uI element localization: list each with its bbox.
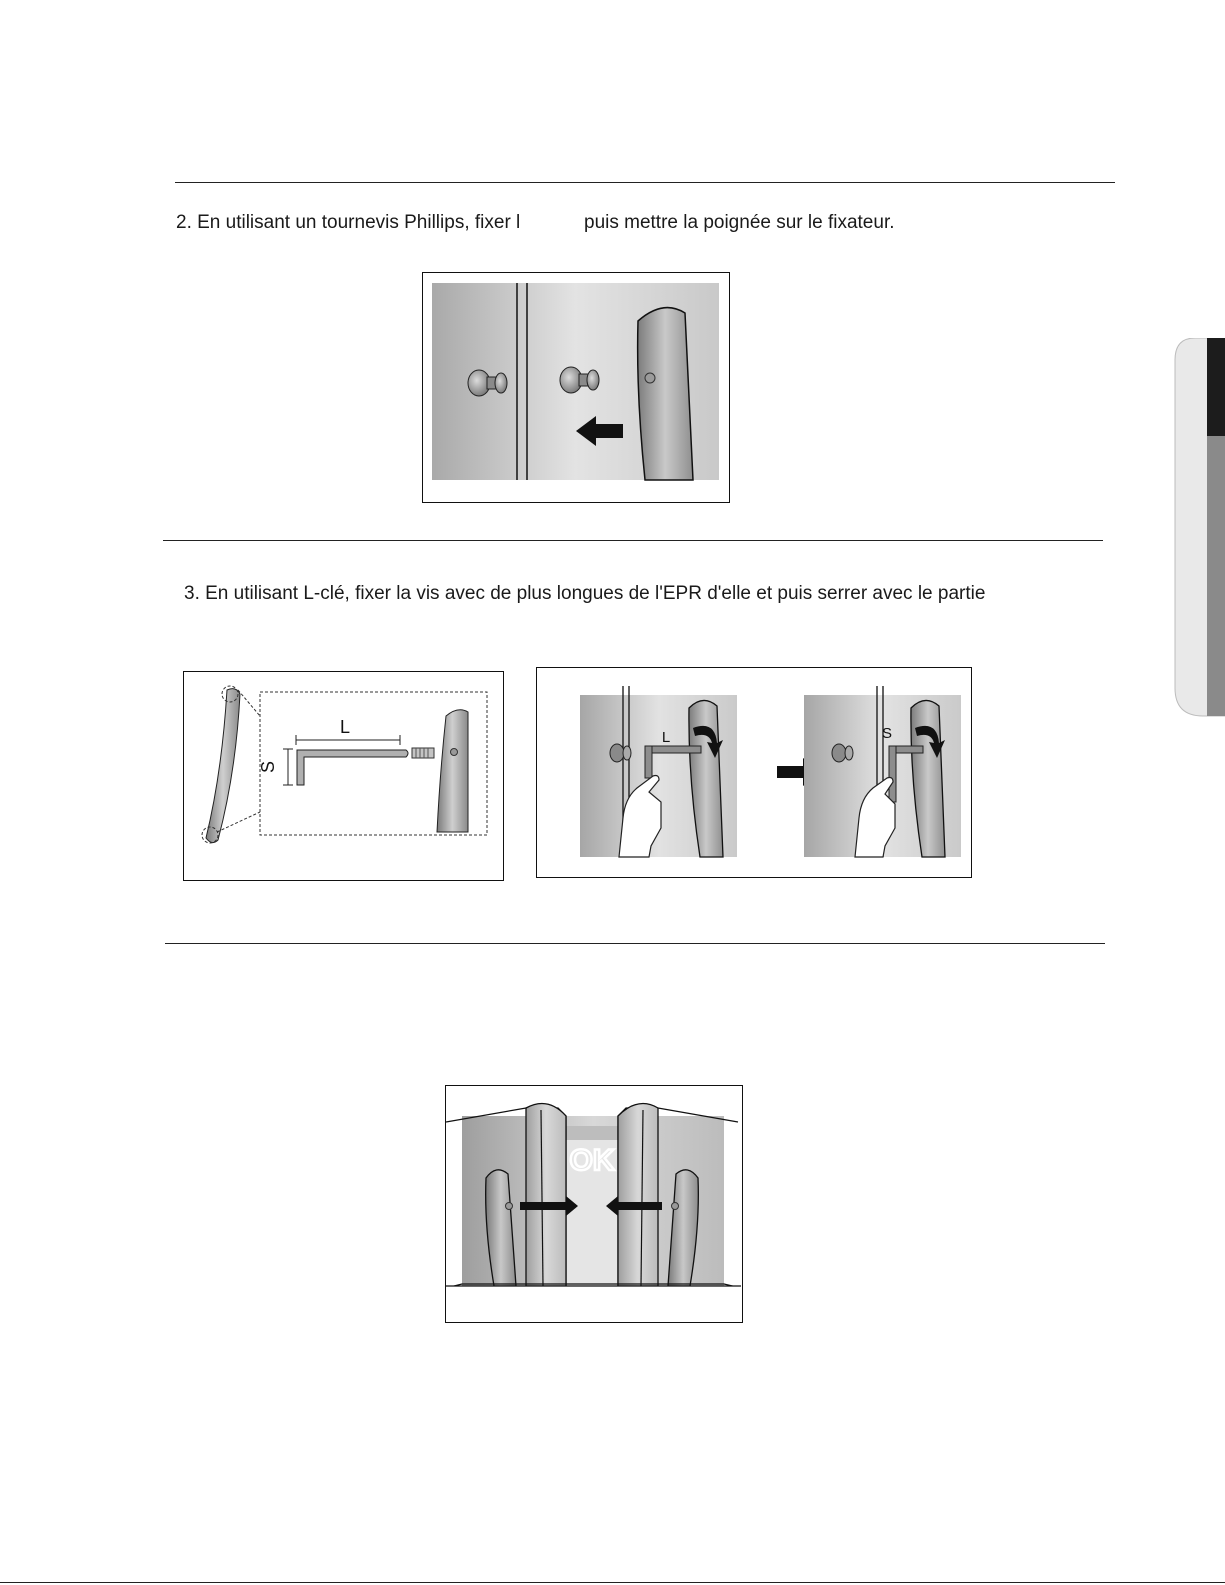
step-2-text-a: 2. En utilisant un tournevis Phillips, fixer l — [176, 212, 521, 233]
tighten-step-2-label: S — [881, 725, 893, 742]
bottom-divider — [0, 1582, 1225, 1583]
l-wrench-icon — [297, 750, 408, 785]
lower-divider — [165, 943, 1105, 944]
door-handle — [638, 308, 693, 480]
step-2-text-b: puis mettre la poignée sur le fixateur. — [584, 212, 895, 233]
ok-label: OK — [569, 1144, 615, 1177]
short-side-label: S — [258, 760, 278, 774]
figure-tighten-sequence — [536, 667, 972, 878]
figure-result-ok — [445, 1085, 743, 1323]
set-screw-icon — [412, 748, 434, 758]
tighten-step-1-label: L — [661, 729, 671, 746]
top-divider — [175, 182, 1115, 183]
middle-divider — [163, 540, 1103, 541]
figure-screw-install — [422, 272, 730, 503]
tighten-step-1 — [580, 686, 737, 857]
tighten-step-2 — [804, 686, 961, 857]
figure-l-wrench — [183, 671, 504, 881]
side-tab — [1173, 338, 1225, 718]
step-3-text: 3. En utilisant L-clé, fixer la vis avec de plus longues de l'EPR d'elle et puis serrer avec le partie — [184, 583, 986, 604]
long-side-label: L — [339, 717, 351, 737]
